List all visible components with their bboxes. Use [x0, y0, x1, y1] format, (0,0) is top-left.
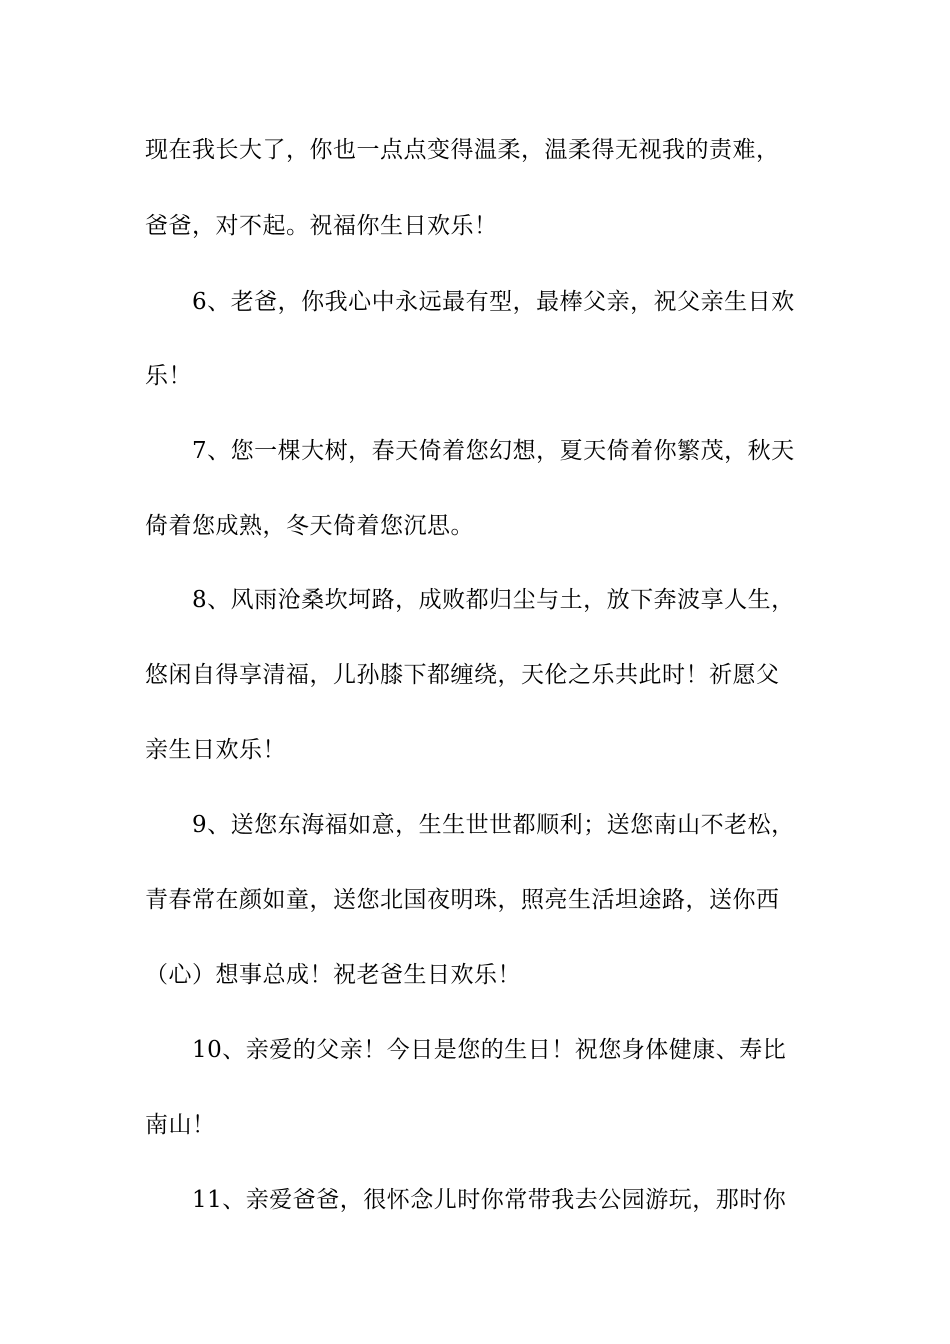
paragraph-7-line-1: 7、您一棵大树，春天倚着您幻想，夏天倚着你繁茂，秋天 — [192, 438, 795, 464]
paragraph-10-line-1: 10、亲爱的父亲！今日是您的生日！祝您身体健康、寿比 — [192, 1037, 787, 1063]
paragraph-6-line-1: 6、老爸，你我心中永远最有型，最棒父亲，祝父亲生日欢 — [192, 289, 795, 315]
paragraph-9-line-3: （心）想事总成！祝老爸生日欢乐！ — [145, 962, 521, 988]
paragraph-9-line-2: 青春常在颜如童，送您北国夜明珠，照亮生活坦途路，送你西 — [145, 887, 780, 913]
paragraph-6-line-2: 乐！ — [145, 363, 192, 389]
paragraph-8-line-3: 亲生日欢乐！ — [145, 737, 286, 763]
paragraph-9-line-1: 9、送您东海福如意，生生世世都顺利；送您南山不老松， — [192, 812, 795, 838]
text-line-1: 现在我长大了，你也一点点变得温柔，温柔得无视我的责难， — [145, 137, 780, 163]
paragraph-8-line-2: 悠闲自得享清福，儿孙膝下都缠绕，天伦之乐共此时！祈愿父 — [145, 662, 780, 688]
paragraph-8-line-1: 8、风雨沧桑坎坷路，成败都归尘与土，放下奔波享人生， — [192, 587, 795, 613]
paragraph-11-line-1: 11、亲爱爸爸，很怀念儿时你常带我去公园游玩，那时你 — [192, 1187, 787, 1213]
paragraph-7-line-2: 倚着您成熟，冬天倚着您沉思。 — [145, 513, 474, 539]
paragraph-10-line-2: 南山！ — [145, 1112, 216, 1138]
text-line-2: 爸爸，对不起。祝福你生日欢乐！ — [145, 213, 498, 239]
